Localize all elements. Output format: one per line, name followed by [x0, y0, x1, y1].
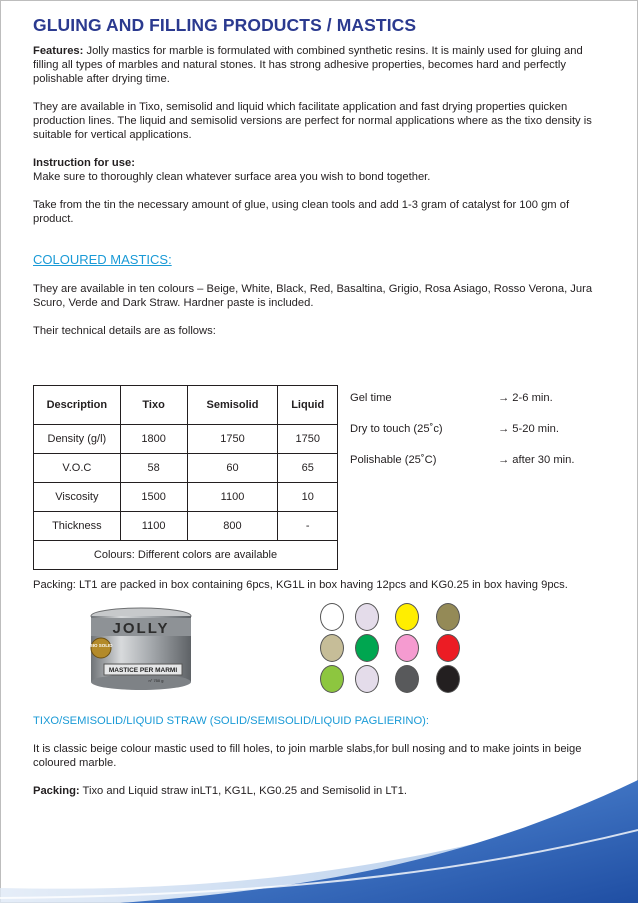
table-cell: V.O.C — [34, 454, 121, 483]
features-text: Jolly mastics for marble is formulated with combined synthetic resins. It is mainly used for gluing and filling all types of marbles and natural stones. It has strong adhesive properties, becomes hard and perfectly polishable after drying time. — [33, 45, 583, 85]
table-row — [34, 454, 338, 483]
header-cell: Tixo — [120, 386, 187, 425]
colour-swatch — [436, 603, 460, 631]
table-cell: Density (g/l) — [34, 425, 121, 454]
table-cell: 60 — [187, 454, 278, 483]
table-cell: 10 — [278, 483, 338, 512]
table-cell: 58 — [120, 454, 187, 483]
timing-label: Polishable (25˚C) — [350, 454, 437, 466]
document-body — [33, 14, 608, 338]
timing-label: Gel time — [350, 392, 392, 404]
tin-badge-text: BIO SOLID — [89, 643, 113, 648]
straw-packing-text: Tixo and Liquid straw inLT1, KG1L, KG0.25 and Semisolid in LT1. — [79, 785, 407, 797]
timing-row-dry — [350, 423, 610, 454]
timing-label: Dry to touch (25˚c) — [350, 423, 443, 435]
mastic-tin-image — [86, 606, 196, 692]
features-paragraph — [33, 44, 608, 86]
colour-swatch-grid — [318, 603, 468, 695]
colour-swatch — [395, 665, 419, 693]
colour-swatch — [320, 665, 344, 693]
header-cell: Liquid — [278, 386, 338, 425]
tin-size-text: n° 750 g — [148, 678, 164, 683]
timing-value: → 5-20 min. — [498, 423, 559, 435]
availability-paragraph: They are available in Tixo, semisolid and liquid which facilitate application and fast drying properties quicken production lines. The liquid and semisolid versions are perfect for normal applications where as the tixo density is suitable for vertical applications. — [33, 101, 592, 141]
colour-swatch — [320, 603, 344, 631]
table-row — [34, 483, 338, 512]
header-cell: Description — [34, 386, 121, 425]
straw-heading: TIXO/SEMISOLID/LIQUID STRAW (SOLID/SEMISOLID/LIQUID PAGLIERINO): — [33, 715, 429, 727]
timing-value: → after 30 min. — [498, 454, 575, 466]
table-row — [34, 425, 338, 454]
colour-swatch — [395, 603, 419, 631]
table-cell: 800 — [187, 512, 278, 541]
coloured-mastics-heading: COLOURED MASTICS: — [33, 252, 172, 267]
instruction-label: Instruction for use: — [33, 157, 135, 169]
colour-swatch — [436, 665, 460, 693]
header-cell: Semisolid — [187, 386, 278, 425]
table-cell: 1800 — [120, 425, 187, 454]
instruction-line2: Take from the tin the necessary amount of glue, using clean tools and add 1-3 gram of catalyst for 100 gm of product. — [33, 199, 570, 225]
timing-value: → 2-6 min. — [498, 392, 553, 404]
colour-swatch — [320, 634, 344, 662]
table-cell: Viscosity — [34, 483, 121, 512]
table-footer-cell: Colours: Different colors are available — [34, 541, 338, 570]
page-title: GLUING AND FILLING PRODUCTS / MASTICS — [33, 15, 417, 35]
colours-paragraph: They are available in ten colours – Beige, White, Black, Red, Basaltina, Grigio, Rosa Asiago, Rosso Verona, Jura Scuro, Verde and Dark Straw. Hardner paste is included. — [33, 283, 593, 309]
technical-specs-table — [33, 385, 338, 570]
table-cell: 1750 — [278, 425, 338, 454]
tin-brand-text: JOLLY — [112, 620, 170, 637]
table-cell: 1100 — [187, 483, 278, 512]
table-row — [34, 512, 338, 541]
table-cell: - — [278, 512, 338, 541]
instruction-line1: Make sure to thoroughly clean whatever surface area you wish to bond together. — [33, 171, 431, 183]
colour-swatch — [436, 634, 460, 662]
table-cell: 1750 — [187, 425, 278, 454]
tin-label-text: MASTICE PER MARMI — [108, 667, 178, 674]
colour-swatch — [395, 634, 419, 662]
colour-swatch — [355, 634, 379, 662]
table-cell: 1500 — [120, 483, 187, 512]
straw-packing-label: Packing: — [33, 785, 80, 797]
table-footer-row — [34, 541, 338, 570]
colour-swatch — [355, 665, 379, 693]
straw-paragraph: It is classic beige colour mastic used to fill holes, to join marble slabs,for bull nosing and to make joints in beige coloured marble. — [33, 743, 582, 769]
timing-row-polish — [350, 454, 610, 485]
technical-details-intro: Their technical details are as follows: — [33, 325, 216, 337]
table-header-row — [34, 386, 338, 425]
footer-wave-decoration — [0, 780, 638, 903]
timing-list — [350, 392, 610, 485]
table-cell: Thickness — [34, 512, 121, 541]
colour-swatch — [355, 603, 379, 631]
table-cell: 1100 — [120, 512, 187, 541]
packing-paragraph: Packing: LT1 are packed in box containing 6pcs, KG1L in box having 12pcs and KG0.25 in box having 9pcs. — [33, 579, 568, 591]
features-label: Features: — [33, 45, 84, 57]
timing-row-gel — [350, 392, 610, 423]
table-cell: 65 — [278, 454, 338, 483]
